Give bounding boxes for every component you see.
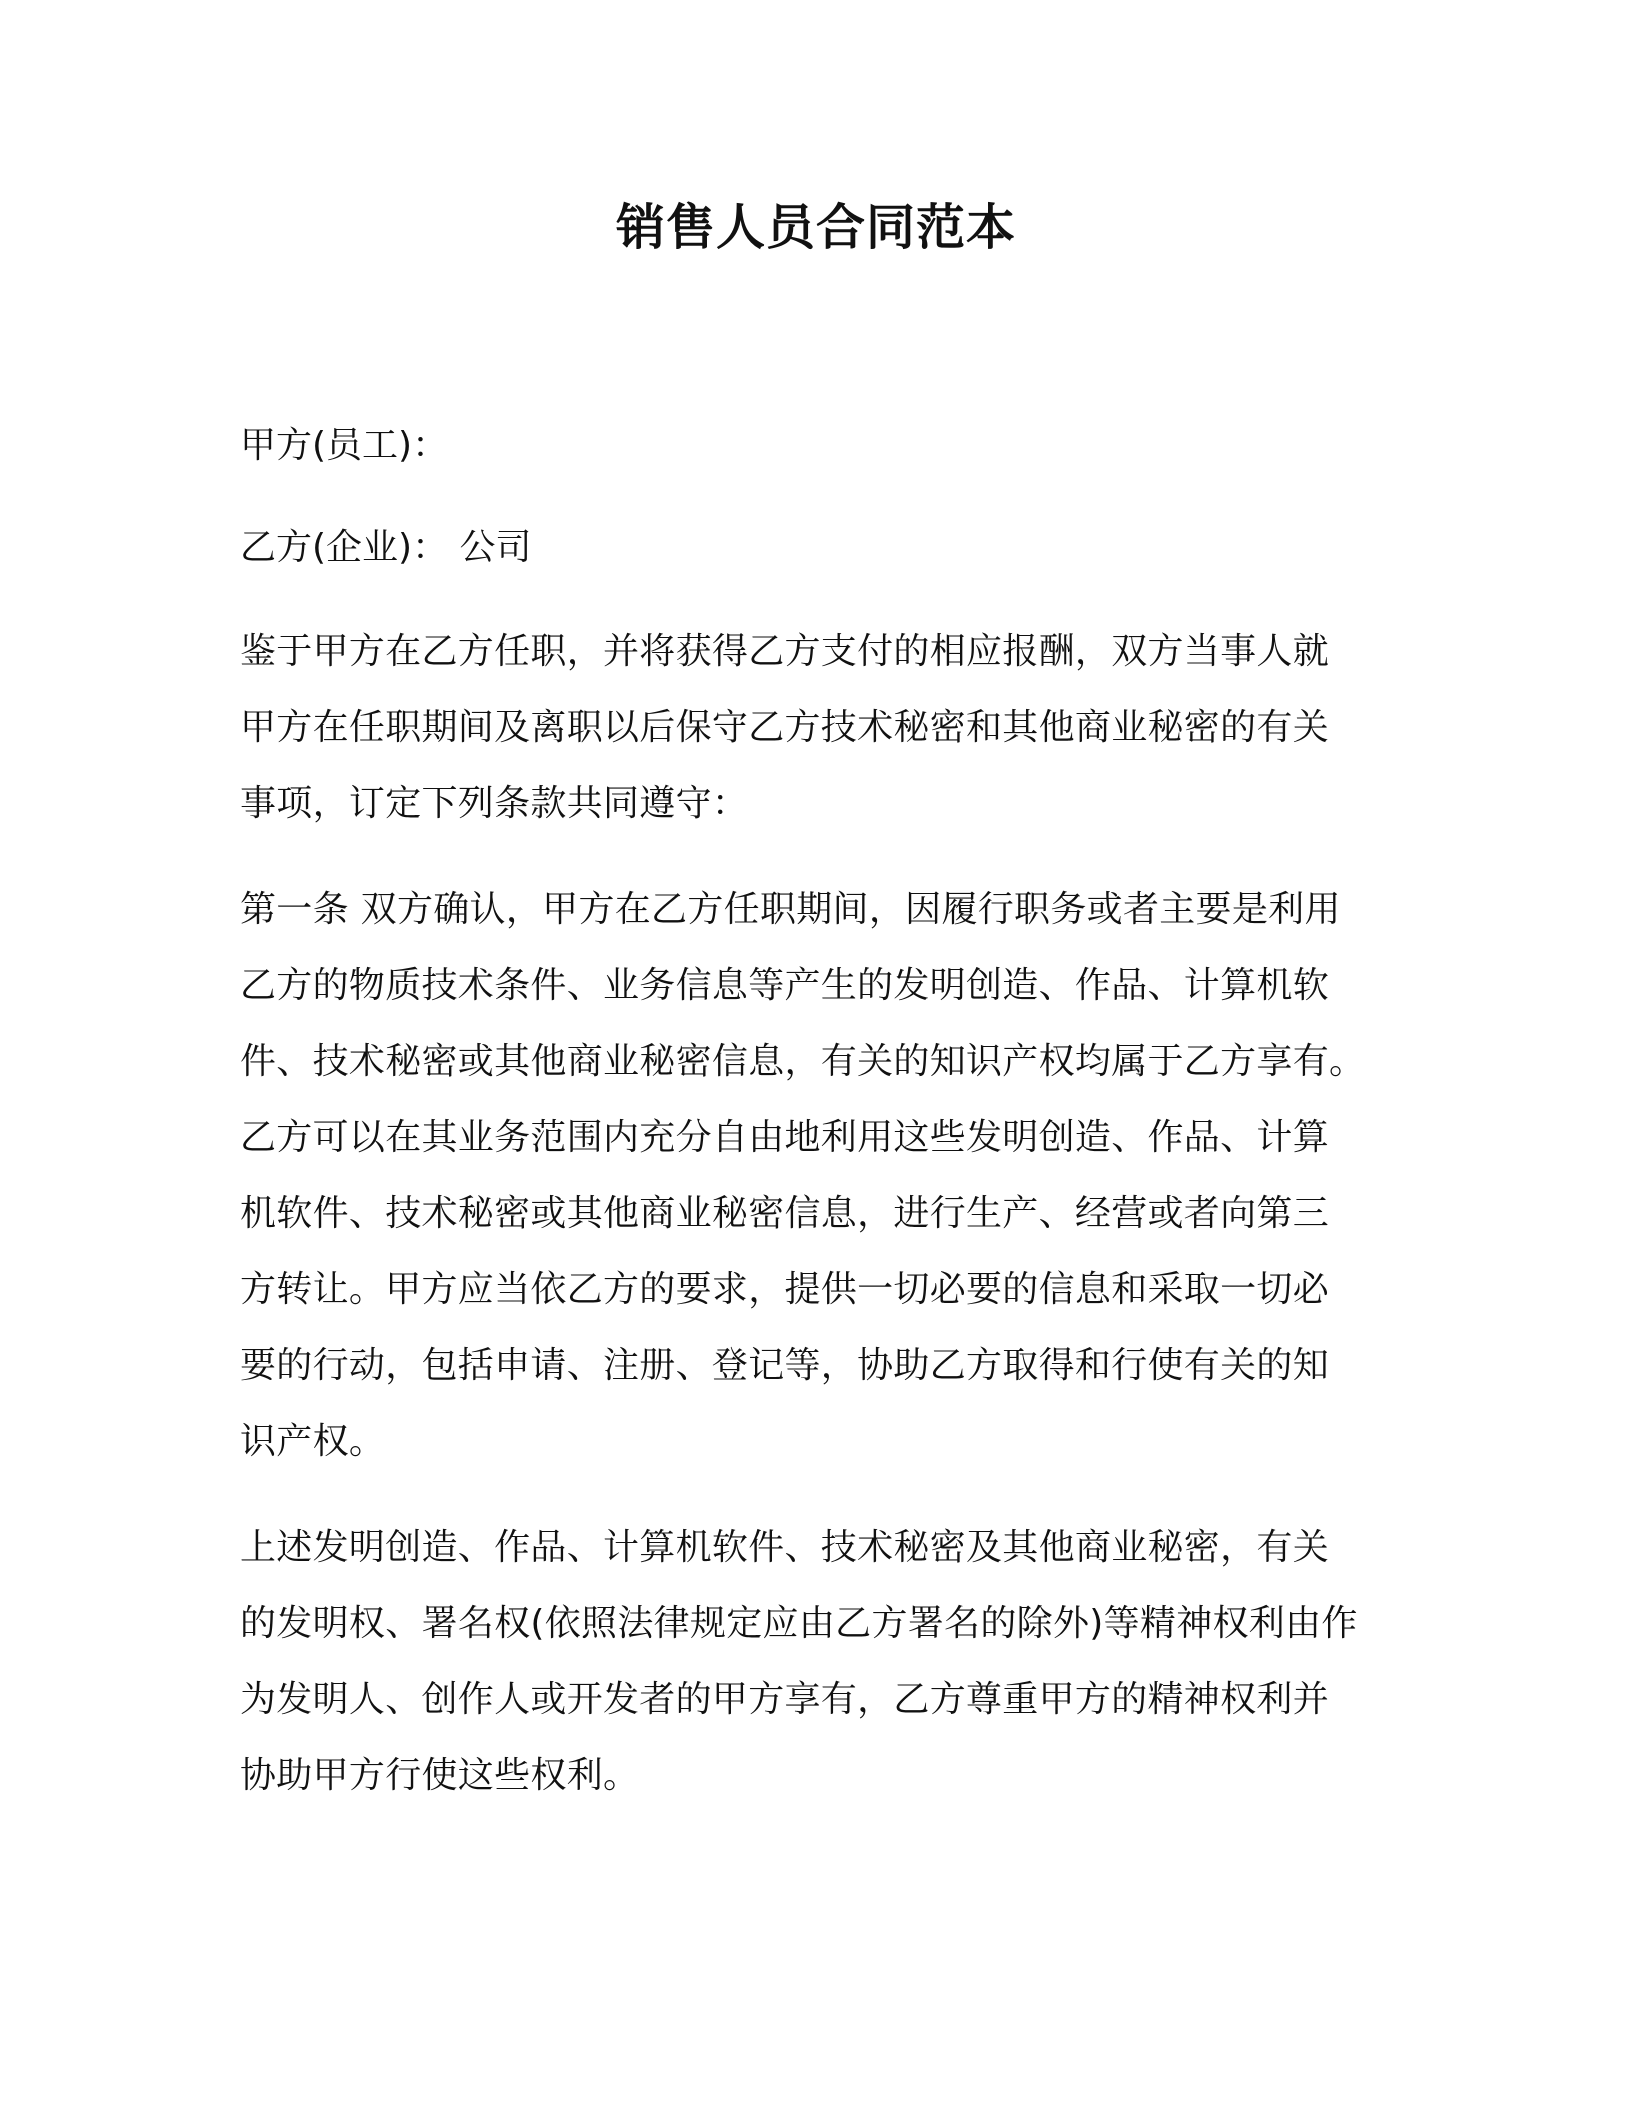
paragraph-line: 乙方的物质技术条件、业务信息等产生的发明创造、作品、计算机软	[240, 965, 1330, 1006]
intro-paragraph	[240, 614, 1400, 842]
paragraph-line: 为发明人、创作人或开发者的甲方享有，乙方尊重甲方的精神权利并	[240, 1679, 1330, 1720]
paragraph-line: 协助甲方行使这些权利。	[240, 1755, 640, 1796]
party-b-label: 乙方(企业)： 公司	[240, 527, 532, 568]
paragraph-line: 第一条 双方确认，甲方在乙方任职期间，因履行职务或者主要是利用	[240, 889, 1341, 930]
paragraph-line: 件、技术秘密或其他商业秘密信息，有关的知识产权均属于乙方享有。	[240, 1041, 1366, 1082]
article-1-continuation-paragraph	[240, 1510, 1400, 1814]
party-a-label: 甲方(员工)：	[240, 425, 449, 466]
paragraph-line: 方转让。甲方应当依乙方的要求，提供一切必要的信息和采取一切必	[240, 1269, 1330, 1310]
paragraph-line: 乙方可以在其业务范围内充分自由地利用这些发明创造、作品、计算	[240, 1117, 1330, 1158]
paragraph-line: 识产权。	[240, 1421, 386, 1462]
paragraph-line: 甲方在任职期间及离职以后保守乙方技术秘密和其他商业秘密的有关	[240, 707, 1330, 748]
paragraph-line: 上述发明创造、作品、计算机软件、技术秘密及其他商业秘密，有关	[240, 1527, 1330, 1568]
paragraph-line: 鉴于甲方在乙方任职，并将获得乙方支付的相应报酬，双方当事人就	[240, 631, 1330, 672]
paragraph-line: 的发明权、署名权(依照法律规定应由乙方署名的除外)等精神权利由作	[240, 1603, 1358, 1644]
paragraph-line: 机软件、技术秘密或其他商业秘密信息，进行生产、经营或者向第三	[240, 1193, 1330, 1234]
document-title: 销售人员合同范本	[615, 199, 1016, 256]
paragraph-line: 事项，订定下列条款共同遵守：	[240, 783, 749, 824]
article-1-paragraph	[240, 872, 1400, 1480]
paragraph-line: 要的行动，包括申请、注册、登记等，协助乙方取得和行使有关的知	[240, 1345, 1330, 1386]
